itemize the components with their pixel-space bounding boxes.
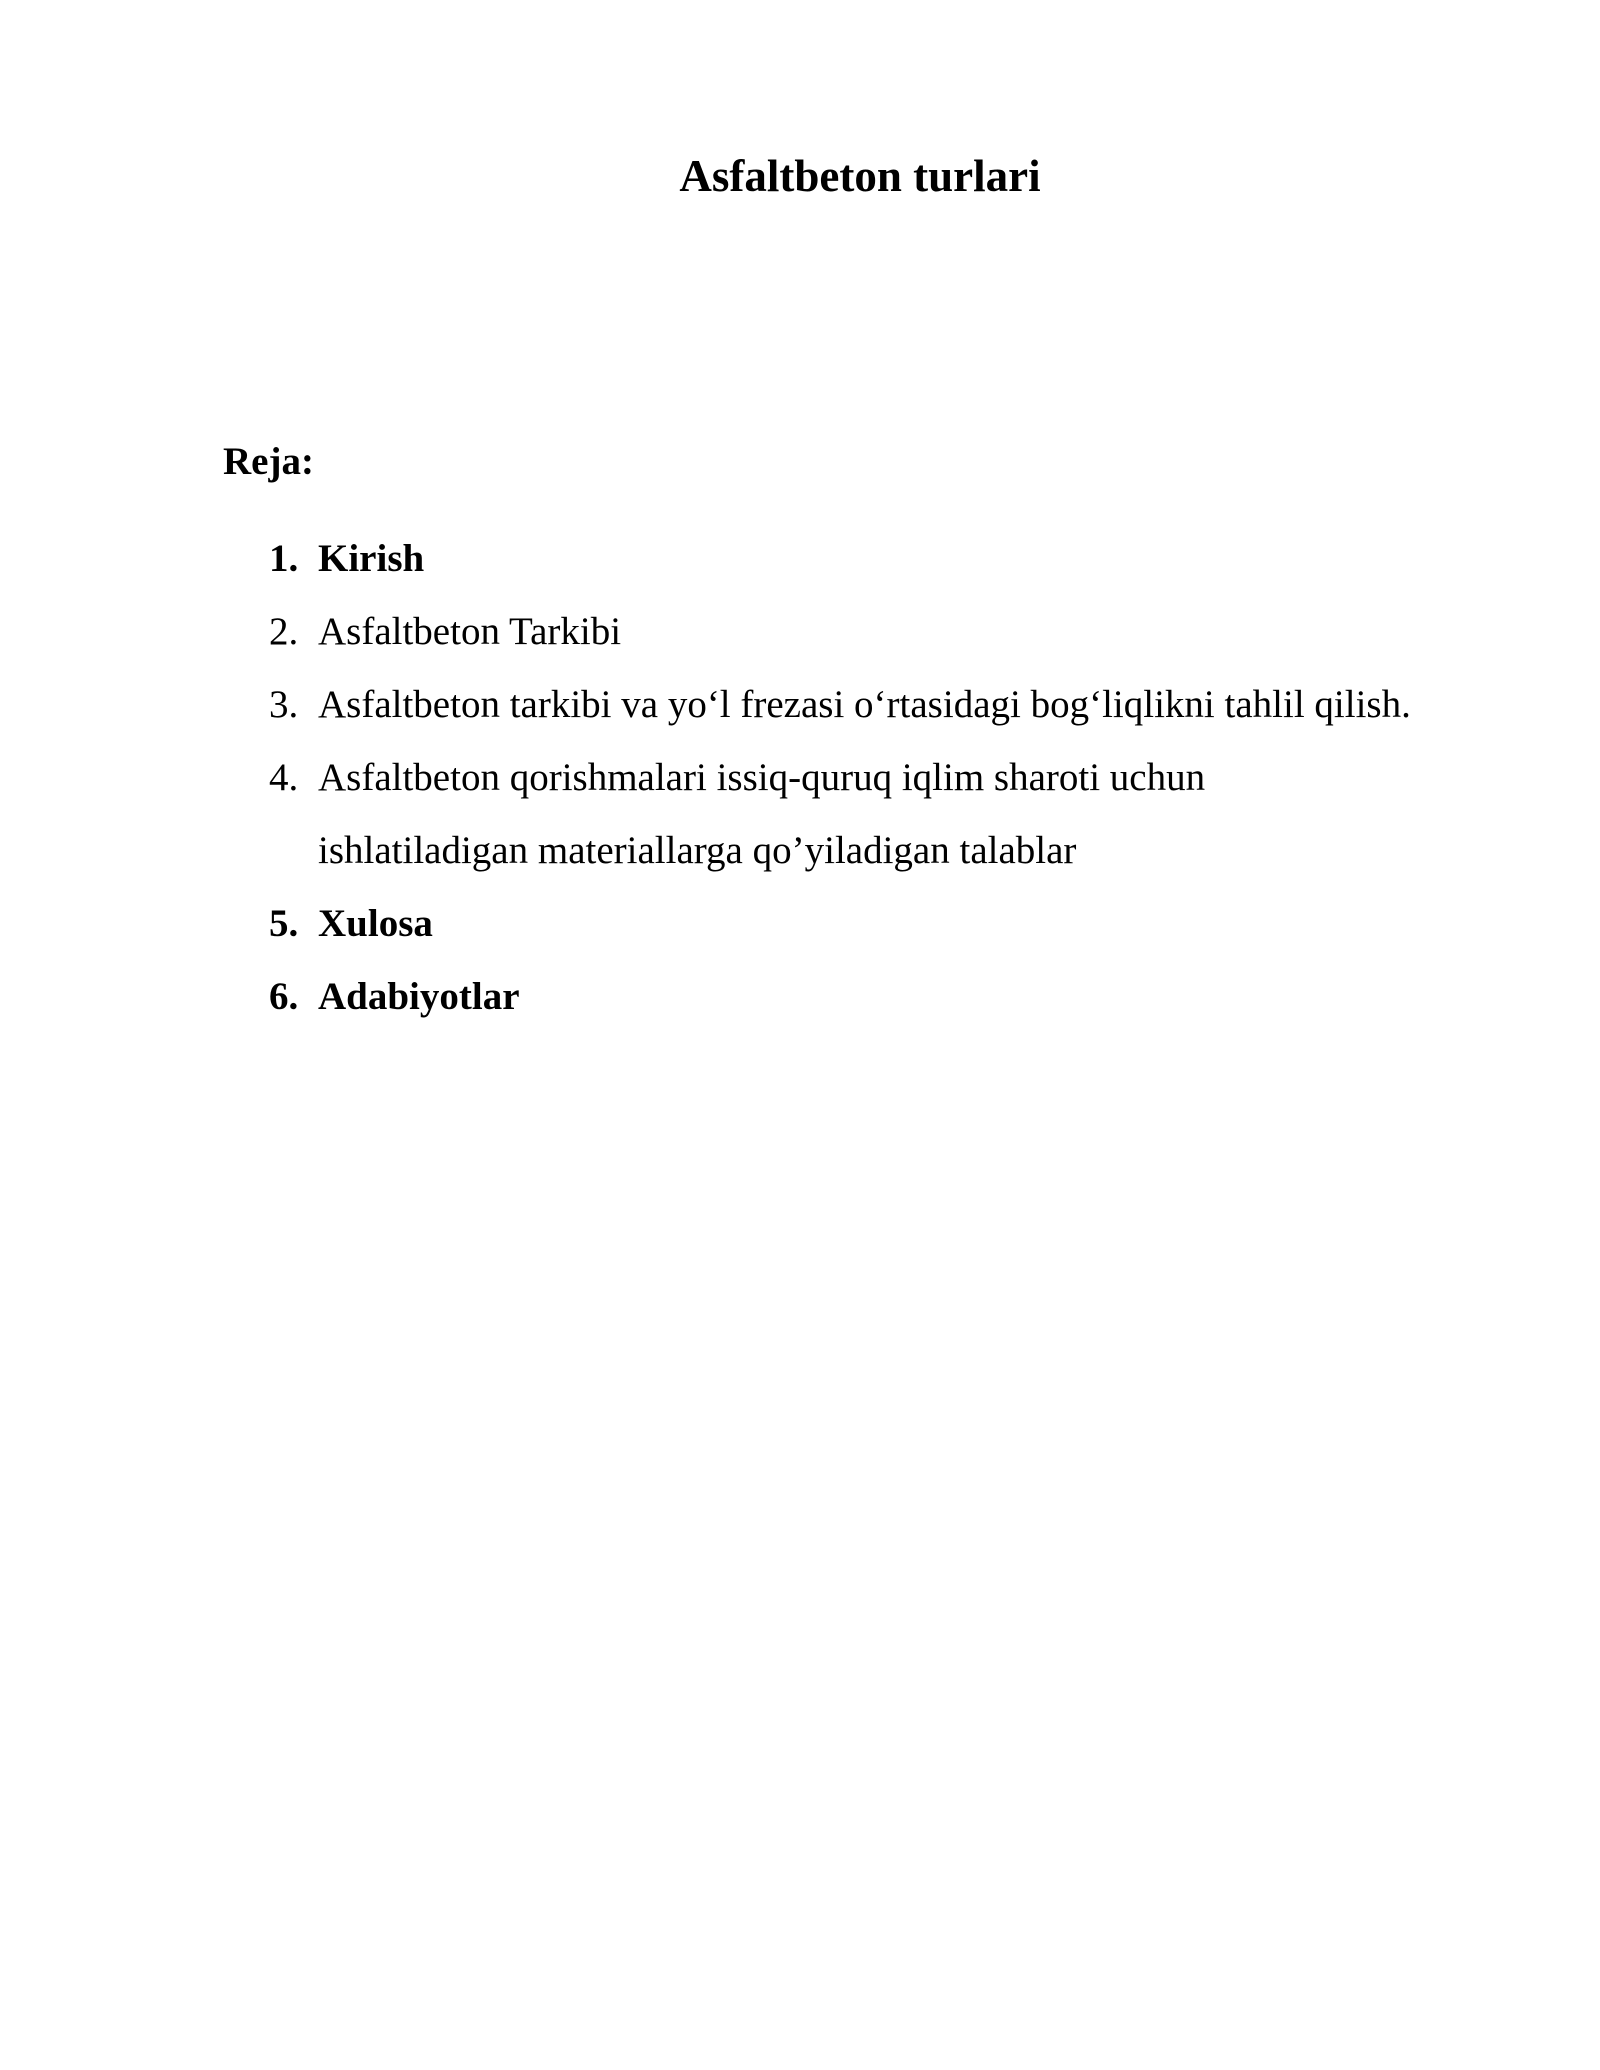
list-item-text: Kirish	[318, 537, 425, 580]
list-item	[0, 741, 1600, 887]
document-title: Asfaltbeton turlari	[679, 151, 1041, 201]
list-item-number: 3.	[269, 683, 299, 726]
list-item-text-line-1: Asfaltbeton qorishmalari issiq-quruq iqlim sharoti uchun	[318, 756, 1206, 799]
plan-list	[0, 522, 1600, 1033]
list-item-text-line-2: ishlatiladigan materiallarga qo’yiladigan talablar	[318, 829, 1077, 872]
list-item	[0, 887, 1600, 960]
list-item	[0, 522, 1600, 595]
plan-heading: Reja:	[223, 440, 314, 483]
list-item-text: Xulosa	[318, 902, 433, 945]
list-item-number: 1.	[269, 537, 299, 580]
list-item-text: Adabiyotlar	[318, 975, 520, 1018]
list-item-text: Asfaltbeton Tarkibi	[318, 610, 622, 653]
list-item-text: Asfaltbeton tarkibi va yo‘l frezasi o‘rtasidagi bog‘liqlikni tahlil qilish.	[318, 683, 1411, 726]
list-item-number: 6.	[269, 975, 299, 1018]
list-item	[0, 668, 1600, 741]
list-item-number: 5.	[269, 902, 299, 945]
list-item	[0, 960, 1600, 1033]
list-item-number: 4.	[269, 756, 299, 799]
list-item	[0, 595, 1600, 668]
list-item-number: 2.	[269, 610, 299, 653]
